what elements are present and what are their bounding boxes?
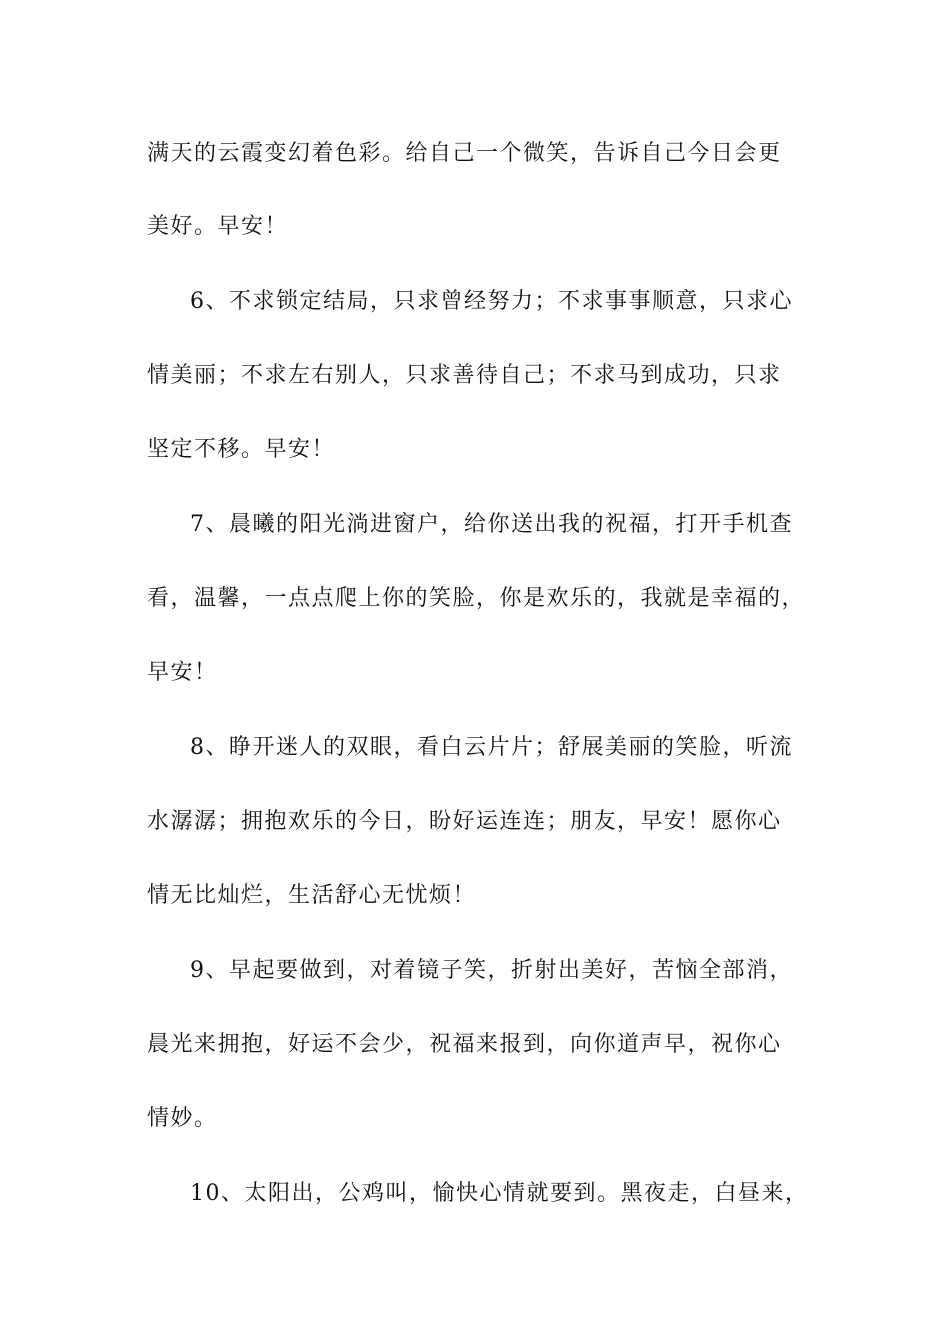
paragraph-8-line-1: 8、睁开迷人的双眼，看白云片片；舒展美丽的笑脸，听流 xyxy=(190,735,793,760)
paragraph-5-line-3: 美好。早安！ xyxy=(147,214,289,239)
paragraph-6-line-3: 坚定不移。早安！ xyxy=(147,437,336,462)
paragraph-6-line-2: 情美丽；不求左右别人，只求善待自己；不求马到成功，只求 xyxy=(147,363,782,388)
paragraph-6-line-1: 6、不求锁定结局，只求曾经努力；不求事事顺意，只求心 xyxy=(190,289,793,314)
paragraph-9-line-3: 情妙。 xyxy=(147,1106,218,1131)
paragraph-8-line-3: 情无比灿烂，生活舒心无忧烦！ xyxy=(147,883,477,908)
paragraph-7-line-3: 早安！ xyxy=(147,660,218,685)
paragraph-8-line-2: 水潺潺；拥抱欢乐的今日，盼好运连连；朋友，早安！愿你心 xyxy=(147,809,782,834)
paragraph-7-line-2: 看，温馨，一点点爬上你的笑脸，你是欢乐的，我就是幸福的， xyxy=(147,586,806,611)
paragraph-10-line-1: 10、太阳出，公鸡叫，愉快心情就要到。黑夜走，白昼来， xyxy=(190,1181,809,1206)
paragraph-9-line-1: 9、早起要做到，对着镜子笑，折射出美好，苦恼全部消， xyxy=(190,958,793,983)
paragraph-5-line-2: 满天的云霞变幻着色彩。给自己一个微笑，告诉自己今日会更 xyxy=(147,141,782,166)
paragraph-7-line-1: 7、晨曦的阳光淌进窗户，给你送出我的祝福，打开手机查 xyxy=(190,512,793,537)
paragraph-9-line-2: 晨光来拥抱，好运不会少，祝福来报到，向你道声早，祝你心 xyxy=(147,1032,782,1057)
